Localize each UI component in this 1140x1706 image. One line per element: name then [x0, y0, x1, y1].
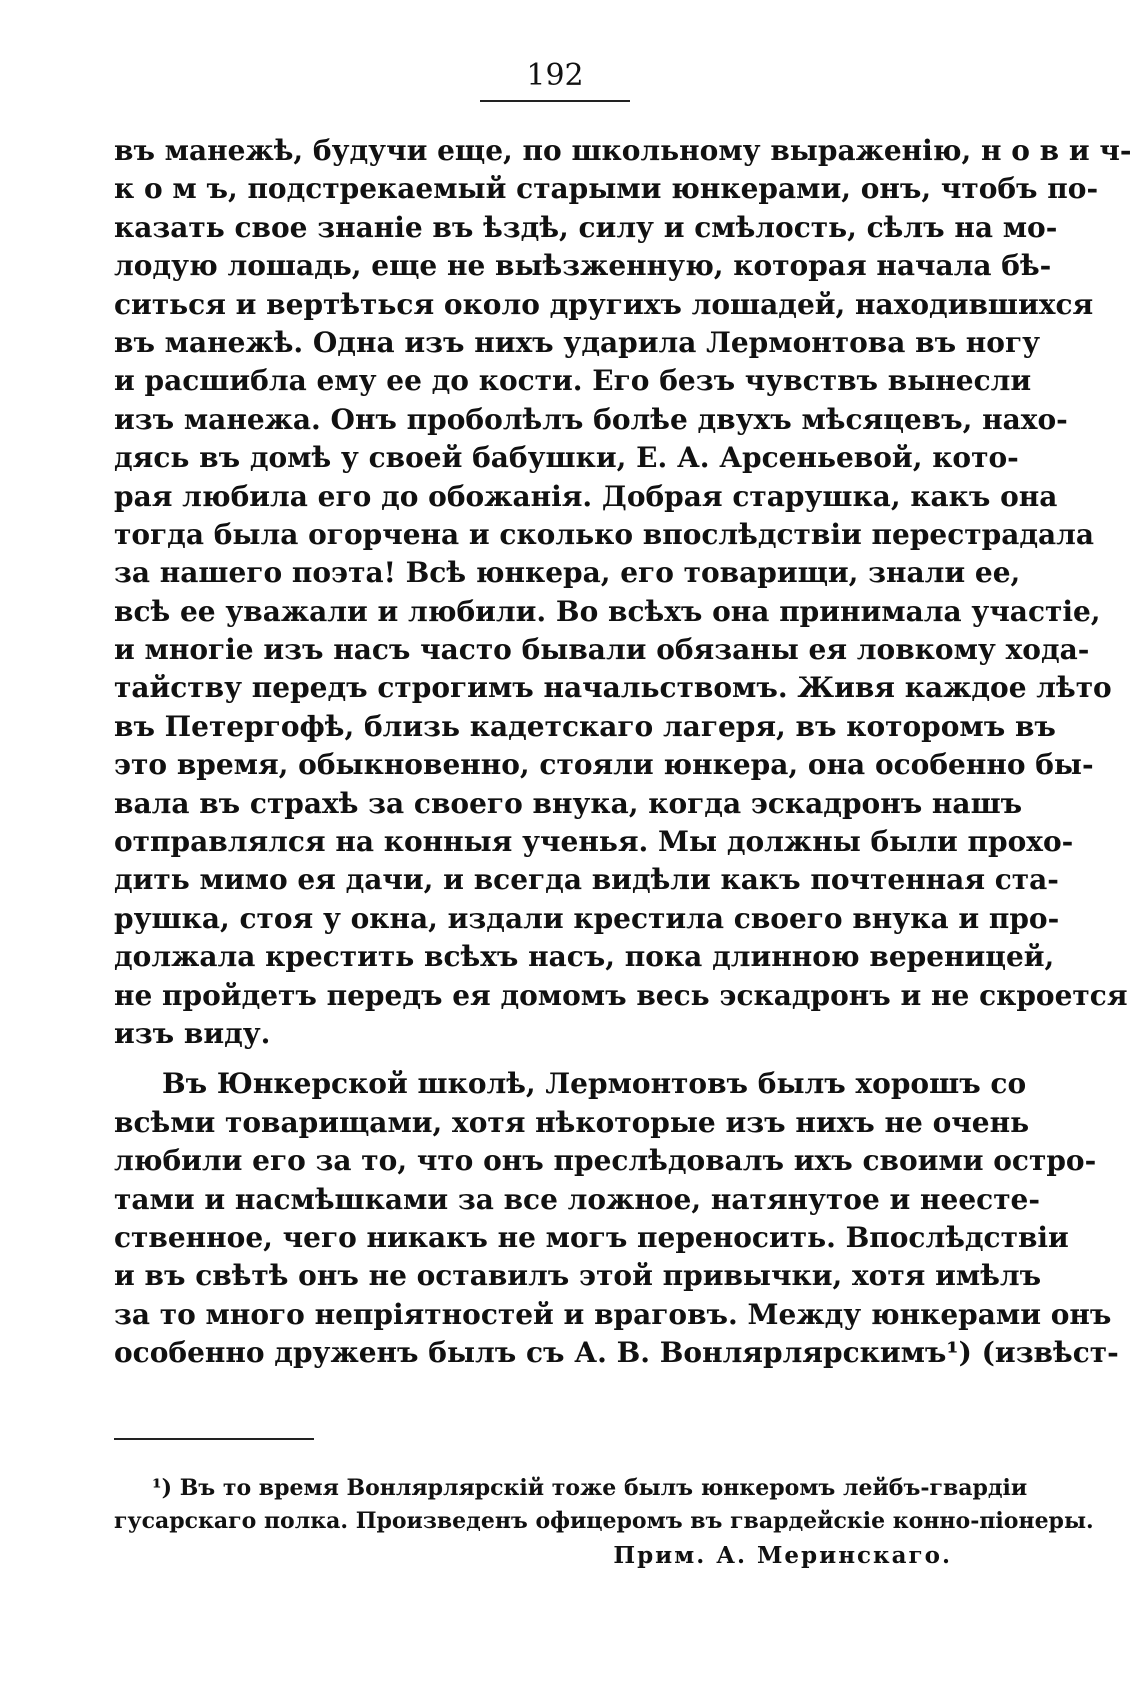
- text-line: тогда была огорчена и сколько впослѣдствіи перестрадала: [114, 517, 1095, 551]
- text-line: казать свое знаніе въ ѣздѣ, силу и смѣлость, сѣлъ на мо-: [114, 210, 1058, 244]
- text-line: изъ манежа. Онъ проболѣлъ болѣе двухъ мѣсяцевъ, нахо-: [114, 402, 1068, 436]
- text-line: дить мимо ея дачи, и всегда видѣли какъ почтенная ста-: [114, 863, 1059, 897]
- text-line: любили его за то, что онъ преслѣдовалъ ихъ своими остро-: [114, 1144, 1097, 1178]
- text-line: тайству передъ строгимъ начальствомъ. Живя каждое лѣто: [114, 671, 1112, 705]
- footnote-rule: [114, 1438, 314, 1440]
- header-rule: [480, 100, 630, 102]
- text-line: отправлялся на конныя ученья. Мы должны были прохо-: [114, 825, 1074, 859]
- text-line: ситься и вертѣться около другихъ лошадей, находившихся: [114, 287, 1094, 321]
- text-line: въ манежѣ, будучи еще, по школьному выраженію, н о в и ч-: [114, 134, 1132, 167]
- text-line: тами и насмѣшками за все ложное, натянутое и неесте-: [114, 1182, 1040, 1216]
- text-line: рушка, стоя у окна, издали крестила своего внука и про-: [114, 901, 1060, 935]
- text-line: и расшибла ему ее до кости. Его безъ чувствъ вынесли: [114, 364, 1032, 398]
- text-line: изъ виду.: [114, 1016, 271, 1050]
- footnote-line: ¹) Въ то время Вонлярлярскій тоже былъ юнкеромъ лейбъ-гвардіи: [152, 1475, 1028, 1501]
- footnote: [114, 1472, 1094, 1574]
- text-line: и многіе изъ насъ часто бывали обязаны ея ловкому хода-: [114, 633, 1090, 667]
- text-line: к о м ъ, подстрекаемый старыми юнкерами, онъ, чтобъ по-: [114, 172, 1099, 206]
- page-number: 192: [526, 58, 584, 93]
- text-line: лодую лошадь, еще не выѣзженную, которая начала бѣ-: [114, 249, 1052, 283]
- body-text: [114, 132, 1132, 1373]
- footnote-line: гусарскаго полка. Произведенъ офицеромъ въ гвардейскіе конно-піонеры.: [114, 1508, 1094, 1534]
- text-line: Въ Юнкерской школѣ, Лермонтовъ былъ хорошъ со: [162, 1067, 1027, 1101]
- text-line: вала въ страхѣ за своего внука, когда эскадронъ нашъ: [114, 786, 1023, 820]
- text-line: особенно друженъ былъ съ А. В. Вонлярлярскимъ¹) (извѣст-: [114, 1336, 1119, 1370]
- text-line: за нашего поэта! Всѣ юнкера, его товарищи, знали ее,: [114, 556, 1021, 590]
- text-line: за то много непріятностей и враговъ. Между юнкерами онъ: [114, 1297, 1112, 1331]
- text-line: рая любила его до обожанія. Добрая старушка, какъ она: [114, 479, 1058, 513]
- text-line: это время, обыкновенно, стояли юнкера, она особенно бы-: [114, 748, 1094, 782]
- text-line: всѣми товарищами, хотя нѣкоторые изъ нихъ не очень: [114, 1105, 1030, 1139]
- text-line: въ манежѣ. Одна изъ нихъ ударила Лермонтова въ ногу: [114, 325, 1041, 359]
- text-line: и въ свѣтѣ онъ не оставилъ этой привычки, хотя имѣлъ: [114, 1259, 1042, 1293]
- text-line: ственное, чего никакъ не могъ переносить. Впослѣдствіи: [114, 1220, 1069, 1254]
- text-line: всѣ ее уважали и любили. Во всѣхъ она принимала участіе,: [114, 594, 1101, 628]
- text-line: должала крестить всѣхъ насъ, пока длинною вереницей,: [114, 940, 1055, 974]
- text-line: не пройдетъ передъ ея домомъ весь эскадронъ и не скроется: [114, 978, 1128, 1012]
- paragraph-gap: [114, 1053, 1000, 1065]
- footnote-attribution: Прим. А. Меринскаго.: [613, 1542, 952, 1569]
- text-line: дясь въ домѣ у своей бабушки, Е. А. Арсеньевой, кото-: [114, 441, 1019, 475]
- text-line: въ Петергофѣ, близь кадетскаго лагеря, въ которомъ въ: [114, 709, 1056, 743]
